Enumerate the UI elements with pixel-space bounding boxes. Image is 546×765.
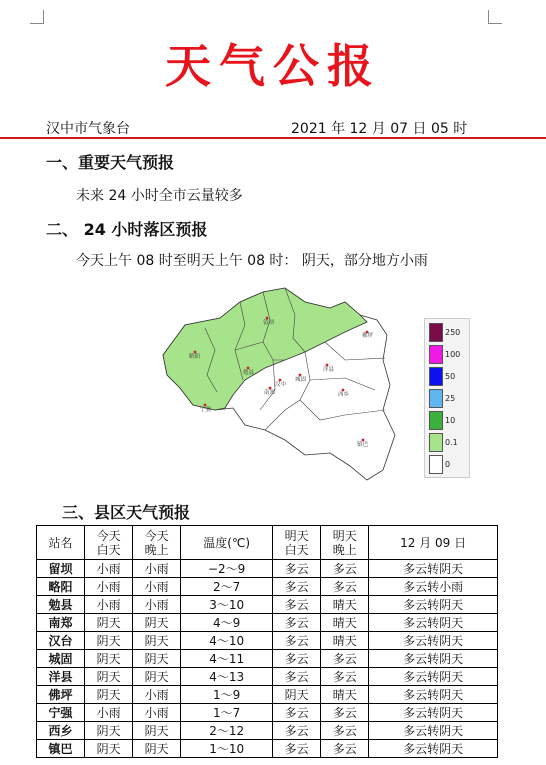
legend-label-0-1: 0.1 [445,438,458,447]
column-header: 明天 白天 [273,526,321,560]
table-cell: 阴天 [133,740,181,758]
table-cell: 阴天 [133,722,181,740]
table-row [37,596,498,614]
table-row [37,560,498,578]
table-cell: 阴天 [85,614,133,632]
legend-label-10: 10 [445,416,456,425]
table-cell: 阴天 [133,668,181,686]
table-cell: 1～9 [181,686,273,704]
page-corner-mark [30,10,44,24]
map-label-liuba: 留坝 [263,320,275,326]
county-forecast-table [36,525,498,758]
table-cell: 多云转阴天 [369,596,498,614]
table-row [37,722,498,740]
table-cell: 多云 [273,560,321,578]
section1-heading: 一、重要天气预报 [46,153,175,172]
table-cell: 多云转阴天 [369,704,498,722]
table-cell: 多云转小雨 [369,578,498,596]
table-body [37,560,498,758]
precipitation-legend [424,318,470,478]
table-cell: 多云 [321,722,369,740]
station-name-cell: 西乡 [37,722,85,740]
page-corner-mark [488,10,502,24]
table-cell: 多云 [321,740,369,758]
table-cell: 1～10 [181,740,273,758]
table-cell: 阴天 [85,632,133,650]
table-cell: 1～7 [181,704,273,722]
table-cell: 多云 [273,578,321,596]
station-name-cell: 镇巴 [37,740,85,758]
table-cell: −2～9 [181,560,273,578]
table-header-row [37,526,498,560]
map-label-yangxian: 洋县 [323,367,335,373]
column-header: 温度(℃) [181,526,273,560]
legend-label-25: 25 [445,394,456,403]
table-row [37,578,498,596]
table-cell: 多云 [273,650,321,668]
table-cell: 小雨 [133,596,181,614]
table-cell: 多云转阴天 [369,632,498,650]
legend-label-0: 0 [445,460,451,469]
legend-swatch-10 [429,411,443,430]
station-name-cell: 汉台 [37,632,85,650]
station-name-cell: 佛坪 [37,686,85,704]
table-row [37,614,498,632]
station-name-cell: 勉县 [37,596,85,614]
legend-label-100: 100 [445,350,461,359]
map-label-nanzheng: 南郑 [264,390,276,396]
legend-swatch-0-1 [429,433,443,452]
table-cell: 多云 [273,596,321,614]
station-name-cell: 略阳 [37,578,85,596]
legend-swatch-50 [429,367,443,386]
table-cell: 阴天 [85,650,133,668]
table-cell: 多云 [321,704,369,722]
table-cell: 阴天 [85,686,133,704]
table-cell: 阴天 [85,668,133,686]
table-cell: 小雨 [85,560,133,578]
section3-heading: 三、县区天气预报 [62,503,191,522]
table-cell: 阴天 [133,650,181,668]
station-name-cell: 留坝 [37,560,85,578]
table-cell: 多云 [273,668,321,686]
map-label-hanzhong: 汉中 [275,382,287,388]
map-label-mianxian: 勉县 [243,370,255,376]
table-cell: 4～10 [181,632,273,650]
issuer-name: 汉中市气象台 [46,121,130,137]
table-cell: 4～11 [181,650,273,668]
table-cell: 多云转阴天 [369,614,498,632]
legend-label-250: 250 [445,328,461,337]
column-header: 站名 [37,526,85,560]
table-cell: 多云转阴天 [369,560,498,578]
table-cell: 多云 [321,560,369,578]
table-cell: 2～12 [181,722,273,740]
table-cell: 小雨 [85,596,133,614]
section2-heading: 二、 24 小时落区预报 [46,220,208,239]
map-label-foping: 佛坪 [362,333,374,339]
table-cell: 多云 [273,614,321,632]
table-cell: 晴天 [321,614,369,632]
table-row [37,668,498,686]
map-label-ningqiang: 宁强 [200,407,212,413]
legend-swatch-250 [429,323,443,342]
table-cell: 晴天 [321,686,369,704]
legend-swatch-25 [429,389,443,408]
table-cell: 多云转阴天 [369,740,498,758]
table-cell: 阴天 [133,614,181,632]
legend-swatch-0 [429,455,443,474]
table-cell: 多云 [273,740,321,758]
column-header: 今天 白天 [85,526,133,560]
table-row [37,740,498,758]
station-name-cell: 城固 [37,650,85,668]
table-cell: 阴天 [85,740,133,758]
table-cell: 小雨 [133,704,181,722]
table-cell: 小雨 [133,578,181,596]
header-divider [0,137,546,139]
table-cell: 晴天 [321,596,369,614]
table-cell: 多云 [321,578,369,596]
legend-label-50: 50 [445,372,456,381]
table-cell: 晴天 [321,632,369,650]
map-label-lueyang: 略阳 [189,354,201,360]
column-header: 明天 晚上 [321,526,369,560]
table-cell: 多云 [273,722,321,740]
map-label-chenggu: 城固 [295,377,307,383]
table-cell: 2～7 [181,578,273,596]
table-cell: 阴天 [273,686,321,704]
section1-text: 未来 24 小时全市云量较多 [76,188,243,204]
map-label-zhenba: 镇巴 [357,442,369,448]
column-header: 今天 晚上 [133,526,181,560]
station-name-cell: 宁强 [37,704,85,722]
table-cell: 阴天 [133,632,181,650]
issue-datetime: 2021 年 12 月 07 日 05 时 [291,121,468,137]
table-row [37,704,498,722]
table-cell: 多云 [321,650,369,668]
station-name-cell: 洋县 [37,668,85,686]
map-label-xixiang: 西乡 [338,392,350,398]
table-cell: 多云 [273,632,321,650]
table-cell: 多云 [321,668,369,686]
table-row [37,686,498,704]
table-row [37,650,498,668]
table-cell: 小雨 [85,704,133,722]
table-cell: 4～13 [181,668,273,686]
table-cell: 多云转阴天 [369,686,498,704]
table-cell: 4～9 [181,614,273,632]
station-name-cell: 南郑 [37,614,85,632]
legend-swatch-100 [429,345,443,364]
section2-text: 今天上午 08 时至明天上午 08 时： 阴天，部分地方小雨 [76,253,428,269]
table-row [37,632,498,650]
bulletin-title: 天气公报 [165,39,381,93]
table-cell: 小雨 [133,686,181,704]
table-cell: 3～10 [181,596,273,614]
table-cell: 多云转阴天 [369,668,498,686]
table-cell: 小雨 [133,560,181,578]
table-cell: 阴天 [85,722,133,740]
precipitation-map [145,280,415,490]
table-cell: 小雨 [85,578,133,596]
table-cell: 多云转阴天 [369,650,498,668]
column-header: 12 月 09 日 [369,526,498,560]
table-cell: 多云 [273,704,321,722]
table-cell: 多云转阴天 [369,722,498,740]
